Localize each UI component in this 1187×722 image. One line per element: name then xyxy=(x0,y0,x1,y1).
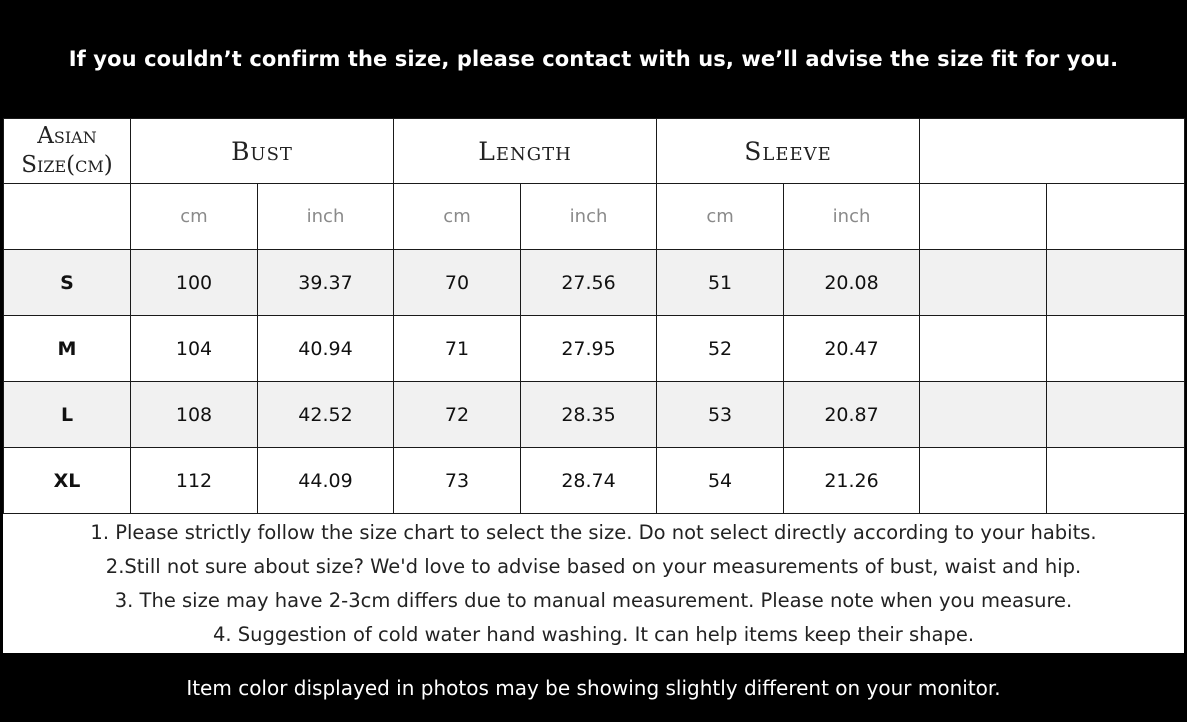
bottom-banner xyxy=(0,653,1187,722)
empty-cell xyxy=(1047,316,1185,382)
empty-cell xyxy=(920,250,1047,316)
table-cell: 104 xyxy=(131,316,258,382)
size-label: L xyxy=(4,382,131,448)
table-cell: 20.87 xyxy=(784,382,920,448)
table-cell: 73 xyxy=(394,448,521,514)
note-line: 1. Please strictly follow the size chart to select the size. Do not select directly according to your habits. xyxy=(90,520,1097,544)
table-cell: 71 xyxy=(394,316,521,382)
table-row xyxy=(4,316,1185,382)
table-row xyxy=(4,250,1185,316)
note-line: 2.Still not sure about size? We'd love to advise based on your measurements of bust, waist and hip. xyxy=(105,554,1082,578)
table-cell: 72 xyxy=(394,382,521,448)
note-line: 4. Suggestion of cold water hand washing. It can help items keep their shape. xyxy=(212,622,975,646)
table-cell: 40.94 xyxy=(258,316,394,382)
size-label: XL xyxy=(4,448,131,514)
table-cell: 28.74 xyxy=(521,448,657,514)
note-line: 3. The size may have 2-3cm differs due to manual measurement. Please note when you measure. xyxy=(114,588,1073,612)
table-cell: 54 xyxy=(657,448,784,514)
units-row xyxy=(4,184,1185,250)
table-cell: 112 xyxy=(131,448,258,514)
header-row xyxy=(4,119,1185,184)
size-chart-table xyxy=(3,118,1185,514)
unit-cell: inch xyxy=(521,184,657,250)
empty-cell xyxy=(1047,382,1185,448)
units-empty-cell xyxy=(4,184,131,250)
header-length: Length xyxy=(394,119,657,184)
empty-cell xyxy=(1047,250,1185,316)
unit-cell: cm xyxy=(657,184,784,250)
table-cell: 21.26 xyxy=(784,448,920,514)
bottom-banner-text: Item color displayed in photos may be showing slightly different on your monitor. xyxy=(186,675,1001,700)
top-banner-text: If you couldn’t confirm the size, please contact with us, we’ll advise the size fit for you. xyxy=(68,47,1119,71)
size-label: M xyxy=(4,316,131,382)
table-cell: 27.56 xyxy=(521,250,657,316)
empty-cell xyxy=(920,382,1047,448)
notes-section xyxy=(3,514,1184,653)
table-cell: 27.95 xyxy=(521,316,657,382)
top-banner xyxy=(0,0,1187,118)
table-cell: 108 xyxy=(131,382,258,448)
empty-cell xyxy=(1047,184,1185,250)
table-cell: 42.52 xyxy=(258,382,394,448)
unit-cell: cm xyxy=(131,184,258,250)
table-cell: 20.08 xyxy=(784,250,920,316)
unit-cell: cm xyxy=(394,184,521,250)
table-cell: 39.37 xyxy=(258,250,394,316)
header-bust: Bust xyxy=(131,119,394,184)
table-cell: 20.47 xyxy=(784,316,920,382)
size-label: S xyxy=(4,250,131,316)
table-cell: 51 xyxy=(657,250,784,316)
table-cell: 28.35 xyxy=(521,382,657,448)
empty-cell xyxy=(920,316,1047,382)
corner-label: Asian Size(cm) xyxy=(21,123,113,178)
table-row xyxy=(4,448,1185,514)
header-empty xyxy=(920,119,1185,184)
empty-cell xyxy=(920,184,1047,250)
table-cell: 52 xyxy=(657,316,784,382)
table-row xyxy=(4,382,1185,448)
table-cell: 53 xyxy=(657,382,784,448)
unit-cell: inch xyxy=(258,184,394,250)
table-cell: 44.09 xyxy=(258,448,394,514)
corner-cell xyxy=(4,119,131,184)
empty-cell xyxy=(1047,448,1185,514)
table-cell: 70 xyxy=(394,250,521,316)
table-cell: 100 xyxy=(131,250,258,316)
header-sleeve: Sleeve xyxy=(657,119,920,184)
empty-cell xyxy=(920,448,1047,514)
unit-cell: inch xyxy=(784,184,920,250)
